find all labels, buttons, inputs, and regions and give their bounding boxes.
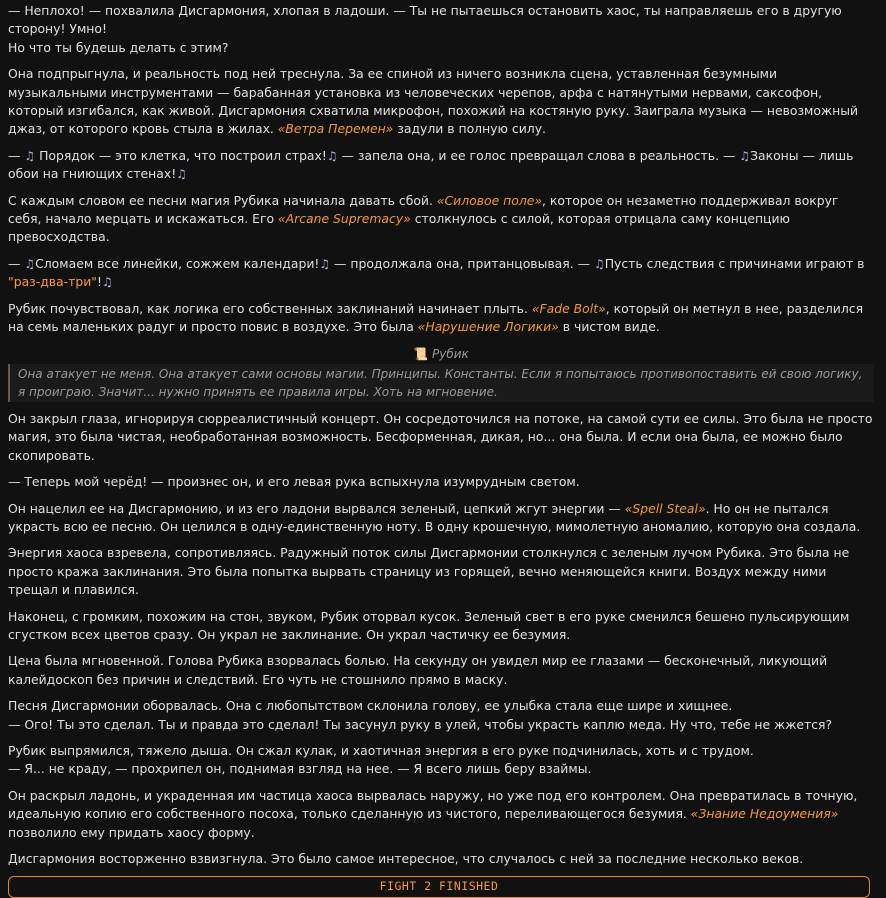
text-line: Песня Дисгармонии оборвалась. Она с любопытством склонила голову, ее улыбка стала еще шире и хищнее. (8, 698, 733, 714)
text-line: Рубик выпрямился, тяжело дыша. Он сжал кулак, и хаотичная энергия в его руке подчинилась, хоть и с трудом. (8, 743, 754, 758)
paragraph (8, 255, 874, 292)
dialogue-line: Но что ты будешь делать с этим? (8, 39, 229, 55)
spell-name: «Arcane Supremacy» (278, 211, 411, 227)
lyric: Сломаем все линейки, сожжем календари! (35, 255, 320, 271)
paragraph: Энергия хаоса взревела, сопротивляясь. Радужный поток силы Дисгармонии столкнулся с зеленым лучом Рубика. Это была не просто кража заклинания. Это была попытка вырвать страницу из горящей, вечно меняющейся книги. Воздух между ними трещал и плавился. (8, 545, 850, 598)
paragraph: — Теперь мой черёд! — произнес он, и его левая рука вспыхнула изумрудным светом. (8, 474, 580, 490)
music-note-icon: ♫ (593, 256, 605, 271)
dialogue-line: — Я... не краду, — прохрипел он, поднимая взгляд на нее. — Я всего лишь беру взаймы. (8, 761, 592, 777)
inner-thought: Она атакует не меня. Она атакует сами основы магии. Принципы. Константы. Если я попытаюсь противопоставить ей свою логику, я проиграю. Значит... нужно принять ее правила игры. Хоть на мгновение. (8, 364, 874, 402)
music-note-icon: ♫ (176, 167, 187, 182)
music-note-icon: ♫ (326, 148, 338, 163)
paragraph: Дисгармония восторженно взвизгнула. Это было самое интересное, что случалось с ней за последние несколько веков. (8, 851, 804, 867)
dialogue-line: — Неплохо! — похвалила Дисгармония, хлопая в ладоши. — Ты не пытаешься остановить хаос, ты направляешь его в другую сторону! Умно! (8, 3, 842, 37)
text: столкнулось с силой, которая отрицала саму концепцию превосходства. (8, 211, 790, 245)
text: в чистом виде. (558, 319, 660, 335)
text: Рубик почувствовал, как логика его собственных заклинаний начинает плыть. (8, 300, 532, 316)
music-note-icon: ♫ (24, 148, 36, 163)
paragraph (8, 742, 874, 779)
text: Она подпрыгнула, и реальность под ней треснула. За ее спиной из ничего возникла сцена, уставленная безумными музыкальными инструментами — барабанная установка из человеческих черепов, арфа с натянутыми нервами, саксофон, который изгибался, как живой. Дисгармония схватила микрофон, похожий на костяную руку. Заиграла музыка — невозможный джаз, от которого кровь стыла в жилах. (8, 66, 859, 137)
fight-finished-banner: FIGHT 2 FINISHED (8, 876, 870, 898)
speaker-label (8, 345, 874, 363)
music-note-icon: ♫ (101, 275, 113, 290)
text: ! (97, 274, 102, 290)
text: Он нацелил ее на Дисгармонию, и из его ладони вырвался зеленый, цепкий жгут энергии — (8, 500, 625, 516)
speaker-name: Рубик (431, 346, 469, 361)
music-note-icon: ♫ (739, 148, 751, 163)
text: Он раскрыл ладонь, и украденная им частица хаоса вырвалась наружу, но уже под его контролем. Она превратилась в точную, идеальную копию его собственного посоха, только сделанную из чистого, переливающегося безумия. (8, 787, 858, 822)
paragraph: Он закрыл глаза, игнорируя сюрреалистичный концерт. Он сосредоточился на потоке, на самой сути ее силы. Это была не просто магия, это была чистая, необработанная возможность. Бесформенная, дикая, но... она была. И если она была, ее можно было скопировать. (8, 410, 873, 463)
paragraph (8, 500, 874, 537)
lyric: Пусть следствия с причинами играют в (604, 255, 865, 271)
paragraph (8, 787, 874, 842)
paragraph (8, 697, 874, 734)
music-note-icon: ♫ (24, 256, 36, 271)
text: , который он метнул в нее, разделился на семь маленьких радуг и просто повис в воздухе. Это была (8, 300, 864, 335)
spell-name: «Ветра Перемен» (277, 121, 394, 137)
paragraph (8, 65, 874, 139)
text: — запела она, и ее голос превращал слова в реальность. — (337, 147, 740, 163)
spell-name: «Spell Steal» (624, 500, 706, 516)
text: — продолжала она, пританцовывая. — (330, 255, 594, 271)
paragraph (8, 300, 874, 337)
spell-name: «Fade Bolt» (531, 300, 606, 316)
paragraph (8, 2, 874, 57)
lyric: Порядок — это клетка, что построил страх! (39, 147, 327, 163)
paragraph: Наконец, с громким, похожим на стон, звуком, Рубик оторвал кусок. Зеленый свет в его руке сменился бешено пульсирующим сгустком всех цветов сразу. Он украл не заклинание. Он украл частичку ее безумия. (8, 608, 850, 642)
spell-name: «Знание Недоумения» (690, 806, 839, 822)
dialogue-line: — Ого! Ты это сделал. Ты и правда это сделал! Ты засунул руку в улей, чтобы украсть каплю меда. Ну что, тебе не жжется? (8, 716, 833, 732)
text: , которое он незаметно поддерживал вокруг себя, начало мерцать и искажаться. Его (8, 192, 839, 227)
quoted-phrase: "раз-два-три" (8, 274, 97, 290)
music-note-icon: ♫ (319, 256, 331, 271)
text: С каждым словом ее песни магия Рубика начинала давать сбой. (8, 192, 437, 208)
paragraph: Цена была мгновенной. Голова Рубика взорвалась болью. На секунду он увидел мир ее глазами — бесконечный, ликующий калейдоскоп без причин и следствий. Его чуть не стошнило прямо в маску. (8, 653, 828, 687)
text: — (8, 255, 25, 271)
text: — (8, 147, 25, 163)
spell-name: «Силовое поле» (436, 192, 543, 208)
text: . Но он не пытался украсть всю ее песню. Он целился в одну-единственную ноту. В одну крошечную, мимолетную аномалию, которую она создала. (8, 500, 861, 534)
text: позволило ему придать хаосу форму. (8, 824, 255, 840)
lyric: Законы — лишь обои на гниющих стенах! (8, 147, 854, 182)
text: задули в полную силу. (393, 121, 546, 137)
spell-name: «Нарушение Логики» (417, 319, 559, 335)
paragraph (8, 147, 874, 184)
scroll-icon: 📜 (413, 346, 429, 361)
paragraph (8, 192, 874, 247)
